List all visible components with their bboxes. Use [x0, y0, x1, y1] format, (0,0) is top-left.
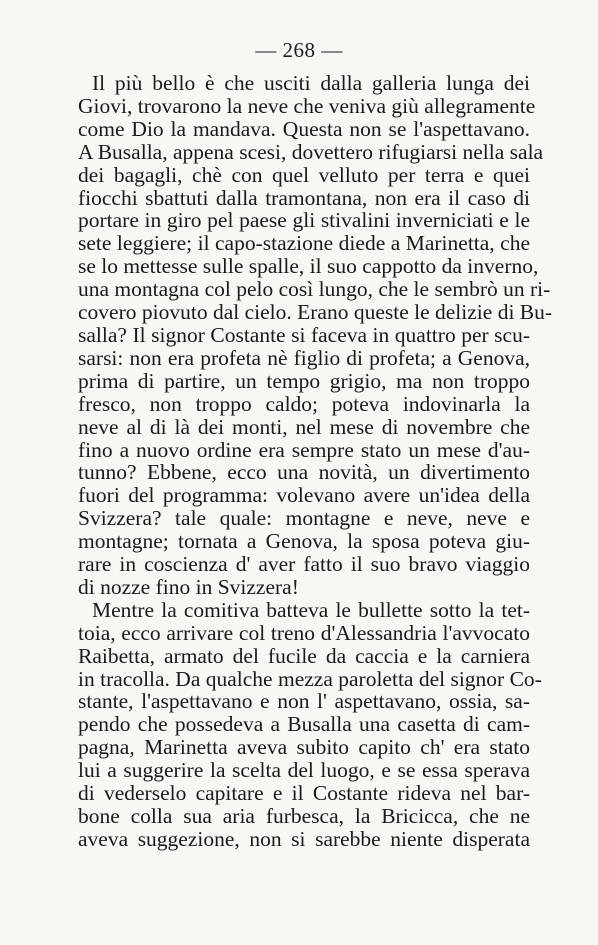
text-line: dei bagagli, chè con quel velluto per terra e quei — [78, 162, 530, 187]
text-line: stante, l'aspettavano e non l' aspettavano, ossia, sa- — [78, 689, 530, 714]
text-line: come Dio la mandava. Questa non se l'aspettavano. — [78, 116, 530, 141]
text-line: Giovi, trovarono la neve che veniva giù allegramente — [78, 93, 536, 118]
paragraph-1 — [78, 71, 553, 599]
text-line: se lo mettesse sulle spalle, il suo cappotto da inverno, — [78, 254, 539, 279]
text-line: rare in coscienza d' aver fatto il suo bravo viaggio — [78, 552, 530, 577]
text-line: Il più bello è che usciti dalla galleria lunga dei — [92, 71, 530, 95]
text-line: Mentre la comitiva batteva le bullette sotto la tet- — [92, 597, 530, 622]
page-number: — 268 — — [255, 38, 343, 62]
text-line: di vederselo capitare e il Costante rideva nel bar- — [78, 781, 530, 806]
text-line: tunno? Ebbene, ecco una novità, un divertimento — [78, 460, 530, 485]
body-text — [78, 71, 553, 851]
paragraph-2 — [78, 597, 542, 851]
text-line: neve al di là dei monti, nel mese di novembre che — [78, 414, 530, 439]
text-line: A Busalla, appena scesi, dovettero rifugiarsi nella sala — [78, 139, 544, 164]
text-line: covero piovuto dal cielo. Erano queste le delizie di Bu- — [78, 300, 553, 325]
text-line: prima di partire, un tempo grigio, ma non troppo — [78, 368, 530, 393]
text-line: toia, ecco arrivare col treno d'Alessandria l'avvocato — [78, 620, 530, 645]
text-line: fuori del programma: volevano avere un'idea della — [78, 483, 530, 508]
text-line: bone colla sua aria furbesca, la Bricicca, che ne — [78, 804, 530, 828]
text-line: fino a nuovo ordine era sempre stato un mese d'au- — [78, 437, 530, 462]
text-line: Svizzera? tale quale: montagne e neve, neve e — [78, 506, 530, 531]
text-line: pendo che possedeva a Busalla una casetta di cam- — [78, 712, 530, 737]
text-line: montagne; tornata a Genova, la sposa poteva giu- — [78, 529, 530, 554]
text-line: lui a suggerire la scelta del luogo, e se essa sperava — [78, 758, 530, 783]
text-line: salla? Il signor Costante si faceva in quattro per scu- — [78, 322, 530, 347]
text-line: Raibetta, armato del fucile da caccia e la carniera — [78, 643, 530, 668]
text-line: sarsi: non era profeta nè figlio di profeta; a Genova, — [78, 345, 530, 370]
text-line: aveva suggezione, non si sarebbe niente disperata — [78, 826, 530, 851]
text-line: di nozze fino in Svizzera! — [78, 574, 299, 599]
text-line: in tracolla. Da qualche mezza paroletta del signor Co- — [78, 666, 542, 691]
text-line: fresco, non troppo caldo; poteva indovinarla la — [78, 391, 530, 416]
text-line: una montagna col pelo così lungo, che le sembrò un ri- — [78, 277, 551, 302]
text-line: pagna, Marinetta aveva subito capito ch' era stato — [78, 735, 530, 760]
text-line: sete leggiere; il capo-stazione diede a Marinetta, che — [78, 231, 530, 256]
text-line: fiocchi sbattuti dalla tramontana, non era il caso di — [78, 185, 530, 210]
text-line: portare in giro pel paese gli stivalini inverniciati e le — [78, 208, 530, 233]
